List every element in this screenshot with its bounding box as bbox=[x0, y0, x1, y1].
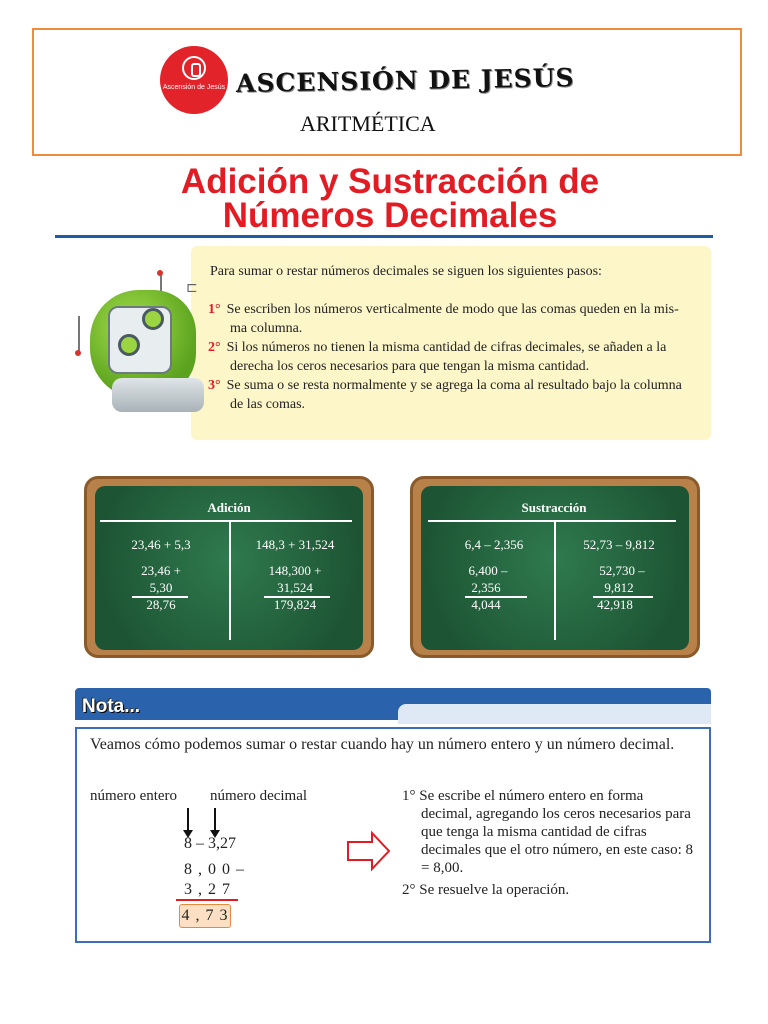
example-expression: 8 – 3,27 bbox=[184, 835, 236, 852]
robot-antenna-tip bbox=[75, 350, 81, 356]
addition-expr-2: 148,3 + 31,524 bbox=[255, 537, 335, 552]
arrow-down-icon bbox=[187, 808, 189, 832]
nota-step-2: 2° Se resuelve la operación. bbox=[402, 882, 570, 898]
step-number: 3° bbox=[208, 378, 221, 393]
robot-bolt-icon: ⊏ bbox=[186, 280, 198, 296]
addition-expr-1: 23,46 + 5,3 bbox=[131, 537, 191, 552]
nota-step-1 bbox=[402, 787, 702, 877]
example-result: 4 , 7 3 bbox=[179, 904, 231, 928]
addition-bottom-2: 31,524 bbox=[277, 580, 313, 595]
board-header-rule bbox=[428, 520, 676, 522]
robot-antenna bbox=[78, 316, 80, 352]
step-text-cont: ma columna. bbox=[230, 321, 303, 336]
addition-result-1: 28,76 bbox=[146, 597, 176, 612]
example-subtrahend: 3 , 2 7 bbox=[184, 881, 231, 898]
logo-text: Ascensión de Jesús bbox=[162, 84, 226, 91]
steps-intro: Para sumar o restar números decimales se siguen los siguientes pasos: bbox=[210, 264, 602, 279]
nota-intro: Veamos cómo podemos sumar o restar cuando hay un número entero y un número decimal. bbox=[90, 736, 675, 753]
logo-emblem-icon bbox=[182, 56, 206, 80]
step-item bbox=[208, 300, 704, 338]
addition-bottom-1: 5,30 bbox=[149, 580, 173, 595]
step-text-cont: derecha los ceros necesarios para que tengan la misma cantidad. bbox=[230, 359, 590, 374]
nota-step-text-cont: decimal, agregando los ceros necesarios para que tenga la misma cantidad de cifras decimales que el otro número, en este caso: 8 = 8,00. bbox=[421, 806, 693, 876]
addition-board-title: Adición bbox=[207, 500, 251, 515]
school-name: ASCENSIÓN DE JESÚS bbox=[235, 63, 575, 98]
step-text: Si los números no tienen la misma cantidad de cifras decimales, se añaden a la bbox=[226, 340, 667, 355]
subtraction-bottom-1: 2,356 bbox=[471, 580, 501, 595]
subject-title: ARITMÉTICA bbox=[300, 111, 436, 136]
subtraction-bottom-2: 9,812 bbox=[604, 580, 634, 595]
board-column-divider bbox=[554, 520, 556, 640]
board-header-rule bbox=[100, 520, 352, 522]
step-item bbox=[208, 376, 704, 414]
step-text: Se suma o se resta normalmente y se agrega la coma al resultado bajo la columna bbox=[226, 378, 682, 393]
nota-header-accent bbox=[398, 704, 711, 724]
robot-eye bbox=[142, 308, 164, 330]
label-whole-number: número entero bbox=[90, 788, 178, 804]
addition-top-2: 148,300 + bbox=[268, 563, 322, 578]
addition-top-1: 23,46 + bbox=[141, 563, 181, 578]
example-rule bbox=[176, 899, 238, 901]
robot-antenna-tip bbox=[157, 270, 163, 276]
nota-step-number: 1° bbox=[402, 788, 416, 804]
subtraction-result-1: 4,044 bbox=[471, 597, 501, 612]
step-text-cont: de las comas. bbox=[230, 397, 306, 412]
subtraction-expr-1: 6,4 – 2,356 bbox=[464, 537, 524, 552]
step-item bbox=[208, 338, 704, 376]
nota-label: Nota... bbox=[82, 696, 141, 717]
school-logo bbox=[160, 46, 228, 114]
robot-eye bbox=[118, 334, 140, 356]
step-number: 2° bbox=[208, 340, 221, 355]
subtraction-top-1: 6,400 – bbox=[468, 563, 508, 578]
arrow-down-icon bbox=[214, 808, 216, 832]
subtraction-expr-2: 52,73 – 9,812 bbox=[583, 537, 655, 552]
right-arrow-icon bbox=[346, 830, 392, 872]
step-text: Se escriben los números verticalmente de modo que las comas queden en la mis- bbox=[226, 302, 679, 317]
addition-result-2: 179,824 bbox=[273, 597, 317, 612]
example-minuend: 8 , 0 0 – bbox=[184, 861, 245, 878]
page-title-line2: Números Decimales bbox=[222, 196, 558, 235]
title-divider bbox=[55, 235, 713, 238]
page-title-line1: Adición y Sustracción de bbox=[180, 162, 600, 201]
board-column-divider bbox=[229, 520, 231, 640]
robot-arm bbox=[112, 378, 204, 412]
subtraction-board-title: Sustracción bbox=[521, 500, 587, 515]
subtraction-result-2: 42,918 bbox=[597, 597, 633, 612]
step-number: 1° bbox=[208, 302, 221, 317]
subtraction-top-2: 52,730 – bbox=[599, 563, 645, 578]
label-decimal-number: número decimal bbox=[210, 788, 308, 804]
nota-step-text: Se escribe el número entero en forma bbox=[419, 788, 644, 804]
